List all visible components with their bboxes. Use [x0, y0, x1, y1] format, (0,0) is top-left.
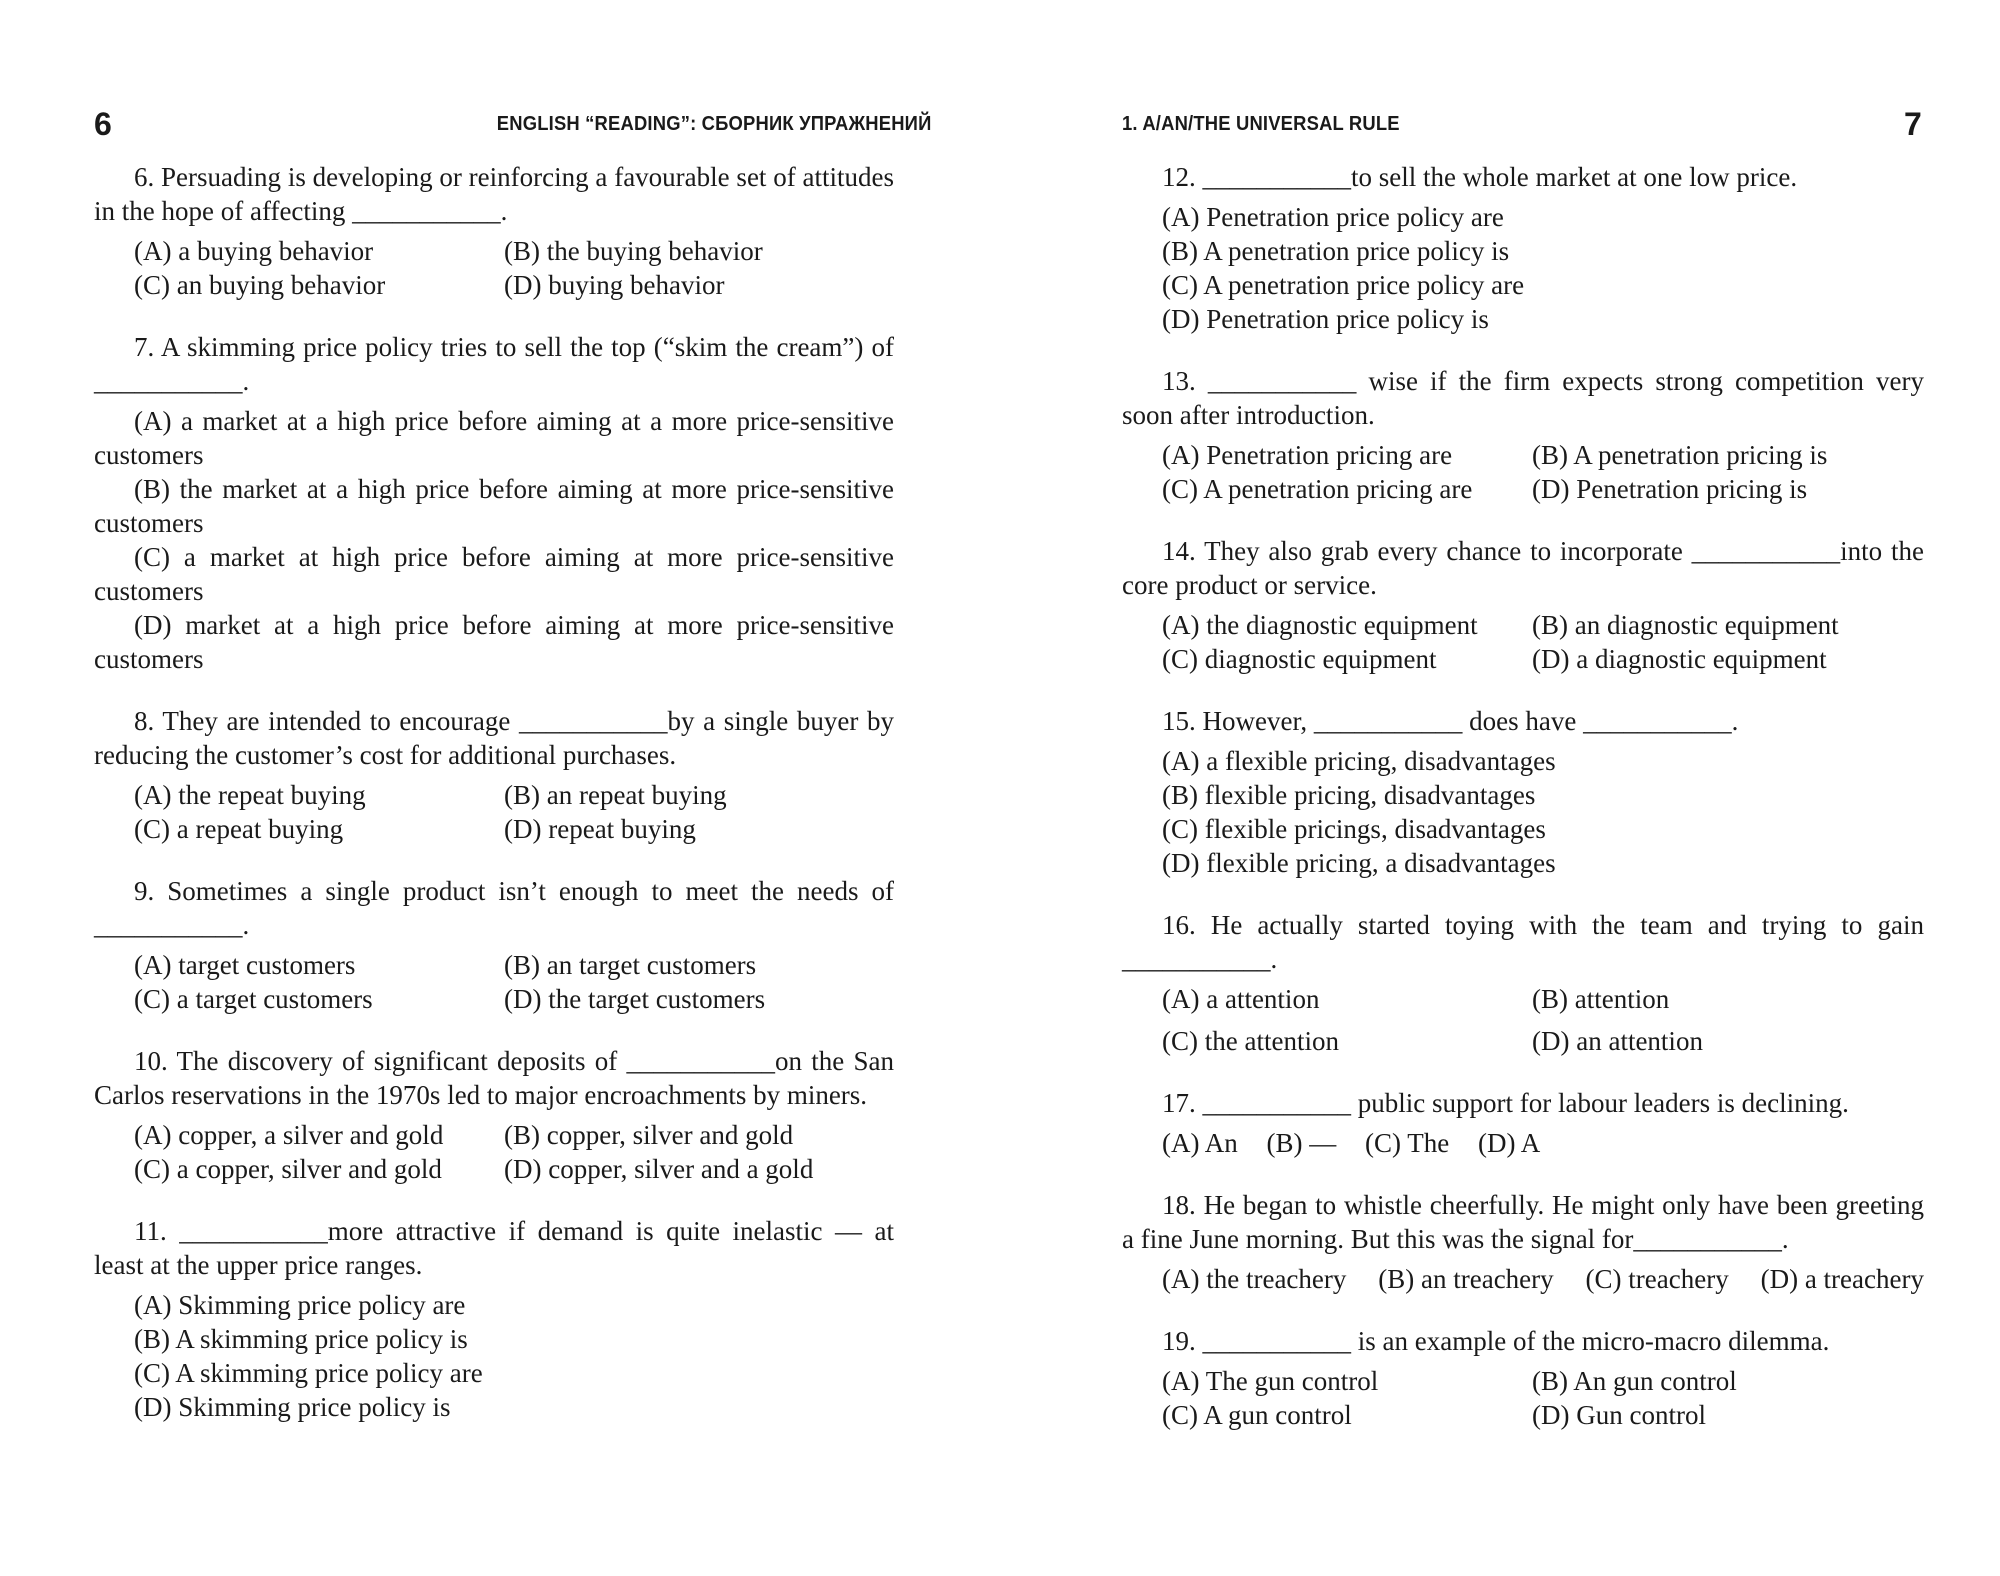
question-13 [1122, 364, 1924, 506]
option-b: (B) attention [1532, 984, 1670, 1014]
question-stem: 19. ___________ is an example of the micro-macro dilemma. [1162, 1326, 1830, 1356]
option-c: (C) A skimming price policy are [134, 1358, 483, 1388]
question-19 [1122, 1324, 1924, 1432]
option-b: (B) An gun control [1532, 1366, 1737, 1396]
option-a: (A) a buying behavior [134, 236, 374, 266]
option-c: (C) a repeat buying [134, 814, 344, 844]
option-d: (D) Penetration pricing is [1532, 474, 1808, 504]
question-11 [94, 1214, 894, 1424]
option-d: (D) the target customers [504, 984, 766, 1014]
option-a: (A) copper, a silver and gold [134, 1120, 444, 1150]
option-b: (B) an treachery [1378, 1264, 1554, 1294]
questions-column [1122, 160, 1924, 1460]
option-d: (D) a diagnostic equipment [1532, 644, 1827, 674]
option-c: (C) an buying behavior [134, 270, 386, 300]
option-d: (D) repeat buying [504, 814, 696, 844]
option-a: (A) The gun control [1162, 1366, 1379, 1396]
option-c: (C) A penetration price policy are [1162, 270, 1525, 300]
question-9 [94, 874, 894, 1016]
option-b: (B) an diagnostic equipment [1532, 610, 1839, 640]
question-stem: 15. However, ___________ does have ___________. [1162, 706, 1739, 736]
question-12 [1122, 160, 1924, 336]
page-number: 7 [1904, 106, 1922, 142]
option-a: (A) a attention [1162, 984, 1320, 1014]
option-c: (C) The [1365, 1128, 1450, 1158]
option-d: (D) an attention [1532, 1026, 1703, 1056]
option-b: (B) copper, silver and gold [504, 1120, 794, 1150]
option-a: (A) a market at a high price before aiming at a more price-sensitive customers [94, 406, 894, 470]
question-14 [1122, 534, 1924, 676]
page-number: 6 [94, 106, 112, 142]
option-d: (D) Gun control [1532, 1400, 1706, 1430]
question-stem: 8. They are intended to encourage ___________by a single buyer by reducing the customer’s cost for additional purchases. [94, 706, 894, 770]
option-a: (A) a flexible pricing, disadvantages [1162, 746, 1556, 776]
question-stem: 6. Persuading is developing or reinforcing a favourable set of attitudes in the hope of affecting ___________. [94, 162, 894, 226]
option-b: (B) flexible pricing, disadvantages [1162, 780, 1536, 810]
question-stem: 13. ___________ wise if the firm expects strong competition very soon after introduction. [1122, 366, 1924, 430]
option-b: (B) an target customers [504, 950, 757, 980]
option-c: (C) A penetration pricing are [1162, 474, 1473, 504]
option-d: (D) Penetration price policy is [1162, 304, 1489, 334]
question-stem: 17. ___________ public support for labour leaders is declining. [1162, 1088, 1849, 1118]
option-b: (B) the buying behavior [504, 236, 763, 266]
option-d: (D) buying behavior [504, 270, 725, 300]
option-a: (A) An [1162, 1128, 1238, 1158]
option-a: (A) Penetration price policy are [1162, 202, 1504, 232]
option-d: (D) copper, silver and a gold [504, 1154, 814, 1184]
question-stem: 12. ___________to sell the whole market at one low price. [1162, 162, 1798, 192]
question-stem: 7. A skimming price policy tries to sell the top (“skim the cream”) of ___________. [94, 332, 894, 396]
question-stem: 11. ___________more attractive if demand is quite inelastic — at least at the upper price ranges. [94, 1216, 894, 1280]
running-head: 1. A/AN/THE UNIVERSAL RULE [1122, 113, 1400, 135]
option-d: (D) market at a high price before aiming at more price-sensitive customers [94, 610, 894, 674]
option-c: (C) a target customers [134, 984, 373, 1014]
question-stem: 18. He began to whistle cheerfully. He might only have been greeting a fine June morning. But this was the signal for___________. [1122, 1190, 1924, 1254]
option-c: (C) flexible pricings, disadvantages [1162, 814, 1546, 844]
question-16 [1122, 908, 1924, 1058]
question-7 [94, 330, 894, 676]
question-8 [94, 704, 894, 846]
option-c: (C) a copper, silver and gold [134, 1154, 442, 1184]
question-10 [94, 1044, 894, 1186]
question-stem: 9. Sometimes a single product isn’t enough to meet the needs of ___________. [94, 876, 894, 940]
option-d: (D) Skimming price policy is [134, 1392, 451, 1422]
question-17 [1122, 1086, 1924, 1160]
question-stem: 16. He actually started toying with the team and trying to gain ___________. [1122, 910, 1924, 974]
questions-column [94, 160, 894, 1452]
option-a: (A) the treachery [1162, 1264, 1347, 1294]
option-c: (C) a market at high price before aiming at more price-sensitive customers [94, 542, 894, 606]
option-c: (C) the attention [1162, 1026, 1339, 1056]
question-15 [1122, 704, 1924, 880]
option-b: (B) an repeat buying [504, 780, 727, 810]
right-page [1000, 0, 2000, 1576]
running-head: ENGLISH “READING”: СБОРНИК УПРАЖНЕНИЙ [497, 113, 932, 135]
option-c: (C) A gun control [1162, 1400, 1352, 1430]
question-6 [94, 160, 894, 302]
option-a: (A) target customers [134, 950, 356, 980]
option-a: (A) the repeat buying [134, 780, 366, 810]
question-stem: 14. They also grab every chance to incorporate ___________into the core product or service. [1122, 536, 1924, 600]
option-b: (B) A skimming price policy is [134, 1324, 468, 1354]
option-c: (C) treachery [1585, 1264, 1729, 1294]
option-c: (C) diagnostic equipment [1162, 644, 1437, 674]
option-d: (D) A [1477, 1128, 1541, 1158]
option-b: (B) — [1266, 1128, 1337, 1158]
option-b: (B) A penetration price policy is [1162, 236, 1510, 266]
option-b: (B) the market at a high price before aiming at more price-sensitive customers [94, 474, 894, 538]
option-a: (A) Skimming price policy are [134, 1290, 466, 1320]
option-b: (B) A penetration pricing is [1532, 440, 1828, 470]
question-18 [1122, 1188, 1924, 1296]
option-a: (A) the diagnostic equipment [1162, 610, 1478, 640]
question-stem: 10. The discovery of significant deposits of ___________on the San Carlos reservations in the 1970s led to major encroachments by miners. [94, 1046, 894, 1110]
option-d: (D) a treachery [1760, 1264, 1924, 1294]
option-d: (D) flexible pricing, a disadvantages [1162, 848, 1556, 878]
option-a: (A) Penetration pricing are [1162, 440, 1453, 470]
